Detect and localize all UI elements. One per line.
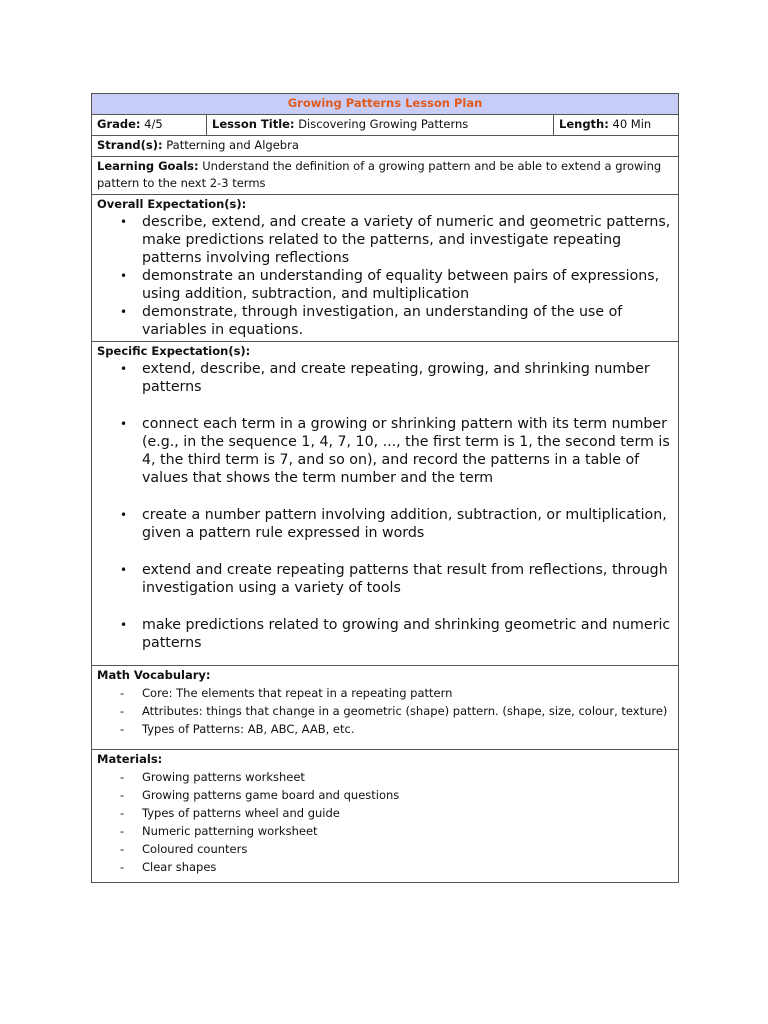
bullet-icon: •	[120, 362, 128, 376]
specific-expectations-cell	[92, 342, 679, 666]
list-item-text: make predictions related to growing and shrinking geometric and numeric patterns	[142, 617, 671, 651]
list-item	[120, 720, 673, 738]
bullet-icon: •	[120, 269, 128, 283]
list-item	[120, 506, 673, 542]
list-item-text: Numeric patterning worksheet	[142, 824, 318, 838]
length-value: 40 Min	[612, 117, 652, 131]
learning-goals-cell	[92, 157, 679, 195]
length-label: Length:	[559, 117, 609, 131]
list-item-text: Types of patterns wheel and guide	[142, 806, 340, 820]
materials-list	[97, 768, 673, 876]
dash-icon: -	[120, 842, 125, 856]
math-vocabulary-label: Math Vocabulary:	[97, 668, 211, 682]
spacer	[97, 738, 673, 747]
learning-goals-row	[92, 157, 679, 195]
list-item-text: demonstrate, through investigation, an understanding of the use of variables in equations.	[142, 304, 623, 338]
list-item-text: Coloured counters	[142, 842, 248, 856]
overall-expectations-list	[97, 213, 673, 339]
list-item	[120, 702, 673, 720]
list-item-text: connect each term in a growing or shrinking pattern with its term number (e.g., in the sequence 1, 4, 7, 10, ..., the first term is 1, the second term is 4, the third term is 7, and so on), and record the patterns in a table of values that shows the term number and the term	[142, 416, 670, 486]
list-item	[120, 786, 673, 804]
math-vocabulary-row	[92, 666, 679, 750]
list-item	[120, 768, 673, 786]
strands-value: Patterning and Algebra	[166, 138, 299, 152]
lesson-title-value: Discovering Growing Patterns	[298, 117, 469, 131]
list-item	[120, 804, 673, 822]
list-item-text: Types of Patterns: AB, ABC, AAB, etc.	[142, 722, 355, 736]
list-item	[120, 616, 673, 652]
list-item-text: Clear shapes	[142, 860, 217, 874]
materials-cell	[92, 750, 679, 883]
spacer	[97, 876, 673, 880]
lesson-plan-table	[91, 93, 679, 883]
list-item	[120, 684, 673, 702]
learning-goals-value: Understand the definition of a growing pattern and be able to extend a growing pattern to the next 2-3 terms	[97, 159, 662, 190]
list-item	[120, 267, 673, 303]
grade-value: 4/5	[144, 117, 163, 131]
list-item-text: extend, describe, and create repeating, growing, and shrinking number patterns	[142, 361, 650, 395]
list-item	[120, 360, 673, 396]
length-cell	[554, 115, 679, 136]
lesson-plan-title: Growing Patterns Lesson Plan	[92, 94, 679, 115]
lesson-title-label: Lesson Title:	[212, 117, 295, 131]
list-item-text: Growing patterns game board and questions	[142, 788, 400, 802]
list-item-text: demonstrate an understanding of equality between pairs of expressions, using addition, subtraction, and multiplication	[142, 268, 660, 302]
dash-icon: -	[120, 788, 125, 802]
bullet-icon: •	[120, 618, 128, 632]
dash-icon: -	[120, 824, 125, 838]
strands-cell	[92, 136, 679, 157]
bullet-icon: •	[120, 305, 128, 319]
specific-expectations-label: Specific Expectation(s):	[97, 344, 251, 358]
bullet-icon: •	[120, 508, 128, 522]
overall-expectations-row	[92, 195, 679, 342]
learning-goals-label: Learning Goals:	[97, 159, 199, 173]
list-item	[120, 561, 673, 597]
list-item-text: Attributes: things that change in a geometric (shape) pattern. (shape, size, colour, texture)	[142, 704, 668, 718]
list-item	[120, 840, 673, 858]
list-item	[120, 213, 673, 267]
specific-expectations-list	[97, 360, 673, 652]
materials-row	[92, 750, 679, 883]
grade-cell	[92, 115, 207, 136]
bullet-icon: •	[120, 215, 128, 229]
dash-icon: -	[120, 860, 125, 874]
strands-row	[92, 136, 679, 157]
materials-label: Materials:	[97, 752, 163, 766]
list-item	[120, 415, 673, 487]
dash-icon: -	[120, 770, 125, 784]
grade-label: Grade:	[97, 117, 141, 131]
bullet-icon: •	[120, 417, 128, 431]
overall-expectations-label: Overall Expectation(s):	[97, 197, 247, 211]
dash-icon: -	[120, 686, 125, 700]
bullet-icon: •	[120, 563, 128, 577]
list-item	[120, 822, 673, 840]
list-item-text: Growing patterns worksheet	[142, 770, 305, 784]
lesson-title-cell	[207, 115, 554, 136]
dash-icon: -	[120, 722, 125, 736]
dash-icon: -	[120, 704, 125, 718]
specific-expectations-row	[92, 342, 679, 666]
title-row	[92, 94, 679, 115]
list-item-text: Core: The elements that repeat in a repeating pattern	[142, 686, 453, 700]
header-row	[92, 115, 679, 136]
list-item	[120, 858, 673, 876]
list-item	[120, 303, 673, 339]
math-vocabulary-cell	[92, 666, 679, 750]
list-item-text: describe, extend, and create a variety of numeric and geometric patterns, make predictions related to the patterns, and investigate repeating patterns involving reflections	[142, 214, 671, 266]
math-vocabulary-list	[97, 684, 673, 738]
list-item-text: create a number pattern involving addition, subtraction, or multiplication, given a pattern rule expressed in words	[142, 507, 667, 541]
overall-expectations-cell	[92, 195, 679, 342]
list-item-text: extend and create repeating patterns that result from reflections, through investigation using a variety of tools	[142, 562, 668, 596]
dash-icon: -	[120, 806, 125, 820]
strands-label: Strand(s):	[97, 138, 163, 152]
